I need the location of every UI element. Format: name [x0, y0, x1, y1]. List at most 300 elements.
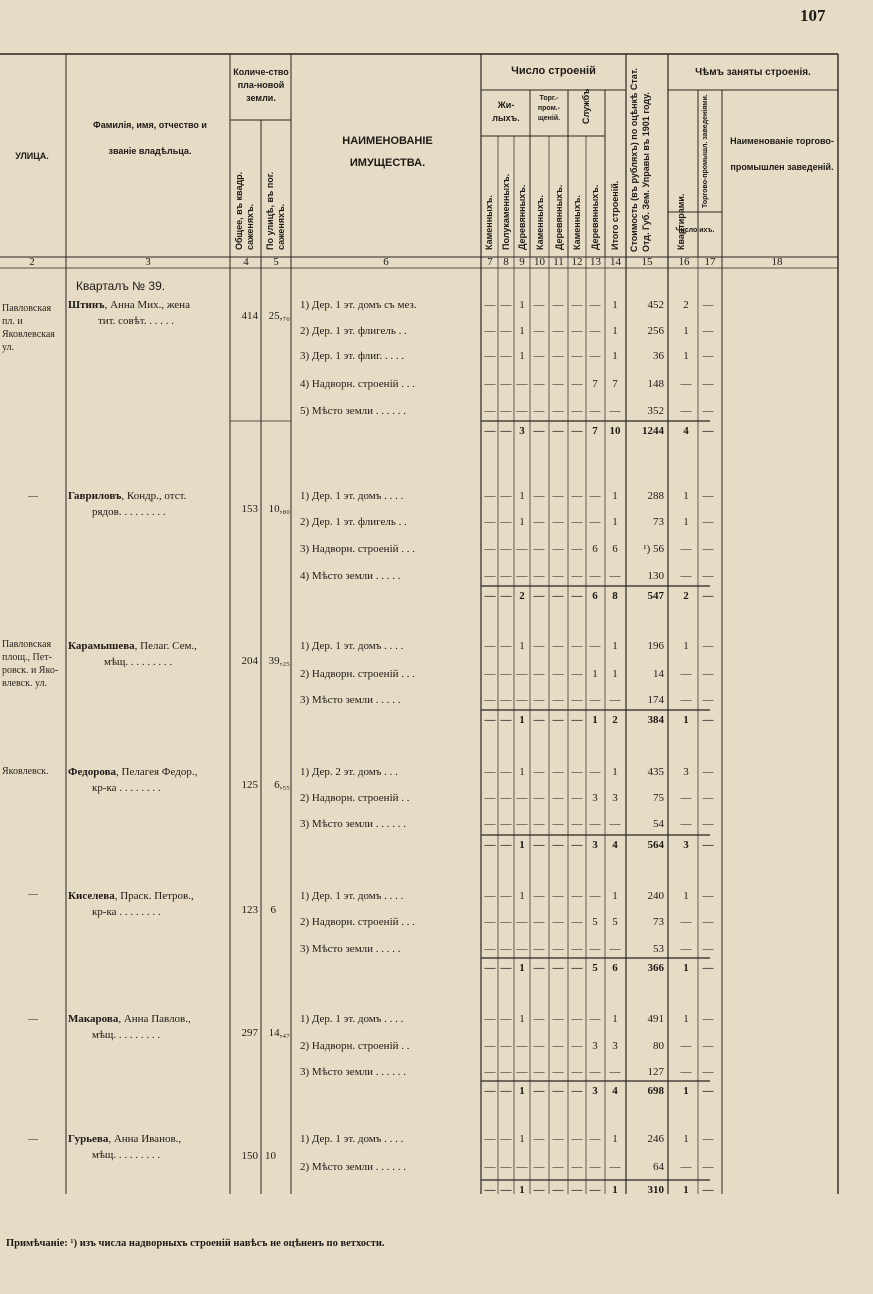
- cell-c9: —: [516, 1066, 528, 1078]
- cell-c12: —: [571, 792, 583, 804]
- total-c10: —: [533, 425, 545, 437]
- total-c15: 698: [647, 1085, 664, 1097]
- cell-c16: —: [680, 792, 692, 804]
- cell-c11: —: [552, 640, 564, 652]
- owner-name: [68, 766, 197, 778]
- cell-c16: 1: [683, 490, 689, 502]
- cell-c13: —: [589, 766, 601, 778]
- colnum-4: 4: [243, 256, 249, 268]
- cell-c12: —: [571, 325, 583, 337]
- property-item-label: 3) Дер. 1 эт. флиг. . . . .: [300, 350, 405, 362]
- owner-title: мѣщ. . . . . . . . .: [92, 1149, 161, 1161]
- total-c12: —: [571, 590, 583, 602]
- cell-c9: —: [516, 378, 528, 390]
- cell-c8: —: [500, 299, 512, 311]
- total-c15: 366: [647, 962, 664, 974]
- cell-c15: 80: [653, 1040, 664, 1052]
- colnum-8: 8: [503, 256, 509, 268]
- cell-c10: —: [533, 516, 545, 528]
- cell-c8: —: [500, 543, 512, 555]
- colnum-9: 9: [519, 256, 525, 268]
- cell-c9: 1: [519, 890, 525, 902]
- owner-surname: Киселева: [68, 890, 115, 902]
- owner-name: [68, 299, 190, 311]
- land-street: 10: [265, 1150, 276, 1162]
- header-occupied: Чѣмъ заняты строенія.: [695, 67, 811, 78]
- cell-c14: 1: [612, 299, 618, 311]
- total-c17: —: [702, 962, 714, 974]
- cell-c9: 1: [519, 325, 525, 337]
- cell-c13: —: [589, 694, 601, 706]
- owner-title: тит. совѣт. . . . . .: [98, 315, 174, 327]
- cell-c17: —: [702, 516, 714, 528]
- cell-c10: —: [533, 350, 545, 362]
- cell-c14: 1: [612, 490, 618, 502]
- header-residential: Жи-лыхъ.: [492, 100, 520, 123]
- cell-c11: —: [552, 818, 564, 830]
- total-c11: —: [552, 1085, 564, 1097]
- cell-c14: 6: [612, 543, 618, 555]
- header-res-stone: Каменныхъ.: [484, 195, 494, 250]
- cell-c16: —: [680, 694, 692, 706]
- total-c9: 1: [519, 714, 525, 726]
- cell-c7: —: [484, 668, 496, 680]
- header-land-street: По улицѣ, въ пог. саженяхъ.: [265, 171, 286, 250]
- cell-c16: 1: [683, 1013, 689, 1025]
- cell-c11: —: [552, 1066, 564, 1078]
- cell-c15: 130: [647, 570, 664, 582]
- total-c16: 1: [683, 962, 689, 974]
- cell-c10: —: [533, 1013, 545, 1025]
- total-c13: 5: [592, 962, 598, 974]
- cell-c7: —: [484, 1040, 496, 1052]
- owner-title: рядов. . . . . . . . .: [92, 506, 166, 518]
- cell-c10: —: [533, 299, 545, 311]
- total-c17: —: [702, 839, 714, 851]
- land-street: 39,₂₅: [268, 655, 290, 667]
- total-c7: —: [484, 839, 496, 851]
- cell-c15: 73: [653, 916, 664, 928]
- total-c17: —: [702, 1184, 714, 1196]
- cell-c16: —: [680, 668, 692, 680]
- land-street: 6: [270, 904, 276, 916]
- cell-c8: —: [500, 916, 512, 928]
- property-item-label: 3) Мѣсто земли . . . . . .: [300, 1066, 407, 1078]
- cell-c15: 53: [653, 943, 664, 955]
- header-apartments: Квартирами.: [676, 193, 686, 250]
- cell-c8: —: [500, 792, 512, 804]
- total-c8: —: [500, 962, 512, 974]
- total-c8: —: [500, 1184, 512, 1196]
- cell-c12: —: [571, 1040, 583, 1052]
- total-c10: —: [533, 714, 545, 726]
- cell-c16: —: [680, 818, 692, 830]
- cell-c12: —: [571, 1013, 583, 1025]
- total-c7: —: [484, 714, 496, 726]
- cell-c8: —: [500, 325, 512, 337]
- property-item-label: 1) Дер. 1 эт. домъ . . . .: [300, 1133, 404, 1145]
- cell-c7: —: [484, 570, 496, 582]
- cell-c14: 1: [612, 640, 618, 652]
- cell-c11: —: [552, 350, 564, 362]
- cell-c12: —: [571, 694, 583, 706]
- property-item-label: 4) Мѣсто земли . . . . .: [300, 570, 401, 582]
- cell-c16: —: [680, 1161, 692, 1173]
- header-value: Стоимость (въ рубляхъ) по оцѣнкѣ Стат. Отд. Губ. Зем. Управы въ 1901 году.: [629, 68, 651, 252]
- colnum-12: 12: [571, 256, 583, 268]
- cell-c13: —: [589, 325, 601, 337]
- total-c17: —: [702, 425, 714, 437]
- total-c14: 6: [612, 962, 618, 974]
- land-street: 14,₄₇: [268, 1027, 290, 1039]
- land-street: 10,₈₀: [268, 503, 290, 515]
- street-cell: Павловская пл. и Яковлевская ул.: [2, 303, 55, 353]
- cell-c17: —: [702, 818, 714, 830]
- total-c10: —: [533, 839, 545, 851]
- owner-surname: Гавриловъ: [68, 490, 122, 502]
- cell-c7: —: [484, 325, 496, 337]
- cell-c13: —: [589, 640, 601, 652]
- cell-c10: —: [533, 943, 545, 955]
- cell-c17: —: [702, 792, 714, 804]
- cell-c13: —: [589, 1133, 601, 1145]
- owner-name: [68, 490, 186, 502]
- land-street: 25,₇₀: [268, 310, 290, 322]
- cell-c10: —: [533, 570, 545, 582]
- owner-title: мѣщ. . . . . . . . .: [92, 1029, 161, 1041]
- total-c9: 3: [519, 425, 525, 437]
- cell-c17: —: [702, 405, 714, 417]
- cell-c14: 5: [612, 916, 618, 928]
- total-c15: 564: [647, 839, 664, 851]
- cell-c10: —: [533, 1133, 545, 1145]
- cell-c11: —: [552, 516, 564, 528]
- owner-given: , Анна Мих., жена: [104, 299, 190, 311]
- total-c16: 4: [683, 425, 689, 437]
- header-trade-stone: Каменныхъ.: [535, 195, 545, 250]
- header-trade-est: Торгово-промышл. заведеніями.: [702, 94, 709, 208]
- cell-c12: —: [571, 890, 583, 902]
- land-total: 125: [241, 779, 258, 791]
- cell-c13: —: [589, 490, 601, 502]
- cell-c17: —: [702, 766, 714, 778]
- cell-c15: 64: [653, 1161, 664, 1173]
- cell-c13: 6: [592, 543, 598, 555]
- block-title: Кварталъ № 39.: [76, 279, 166, 293]
- cell-c8: —: [500, 1013, 512, 1025]
- cell-c13: —: [589, 818, 601, 830]
- cell-c10: —: [533, 490, 545, 502]
- cell-c7: —: [484, 299, 496, 311]
- cell-c16: 1: [683, 325, 689, 337]
- cell-c9: 1: [519, 766, 525, 778]
- cell-c9: —: [516, 818, 528, 830]
- cell-c15: 491: [647, 1013, 664, 1025]
- cell-c12: —: [571, 640, 583, 652]
- header-land-total: Общее, въ квадр. саженяхъ.: [234, 171, 255, 250]
- total-c14: 1: [612, 1184, 618, 1196]
- header-res-wood: Деревянныхъ.: [517, 184, 527, 250]
- total-c16: 1: [683, 714, 689, 726]
- cell-c12: —: [571, 299, 583, 311]
- header-street: УЛИЦА.: [15, 151, 49, 161]
- property-item-label: 4) Надворн. строеній . . .: [300, 378, 416, 390]
- cell-c8: —: [500, 1133, 512, 1145]
- header-service: Службъ: [581, 88, 591, 124]
- total-c10: —: [533, 1184, 545, 1196]
- cell-c17: —: [702, 490, 714, 502]
- cell-c15: 36: [653, 350, 664, 362]
- cell-c9: 1: [519, 1013, 525, 1025]
- cell-c12: —: [571, 543, 583, 555]
- cell-c16: 1: [683, 640, 689, 652]
- total-c13: 3: [592, 839, 598, 851]
- total-c8: —: [500, 590, 512, 602]
- owner-given: , Анна Иванов.,: [108, 1133, 182, 1145]
- header-buildings: Число строеній: [511, 65, 596, 77]
- total-c9: 1: [519, 1085, 525, 1097]
- cell-c14: 3: [612, 1040, 618, 1052]
- cell-c12: —: [571, 668, 583, 680]
- total-c17: —: [702, 714, 714, 726]
- cell-c13: 3: [592, 792, 598, 804]
- cell-c15: 352: [647, 405, 664, 417]
- cell-c11: —: [552, 943, 564, 955]
- cell-c7: —: [484, 516, 496, 528]
- total-c10: —: [533, 590, 545, 602]
- cell-c15: 148: [647, 378, 664, 390]
- total-c14: 2: [612, 714, 618, 726]
- owner-given: , Анна Павлов.,: [118, 1013, 191, 1025]
- owner-surname: Федорова: [68, 766, 117, 778]
- colnum-7: 7: [487, 256, 493, 268]
- cell-c9: 1: [519, 350, 525, 362]
- cell-c15: 240: [647, 890, 664, 902]
- total-c14: 10: [609, 425, 621, 437]
- cell-c13: 5: [592, 916, 598, 928]
- cell-c15: ¹) 56: [643, 543, 664, 555]
- cell-c10: —: [533, 1066, 545, 1078]
- cell-c14: —: [609, 570, 621, 582]
- total-c8: —: [500, 714, 512, 726]
- total-c7: —: [484, 590, 496, 602]
- total-c7: —: [484, 425, 496, 437]
- property-item-label: 1) Дер. 1 эт. домъ . . . .: [300, 890, 404, 902]
- cell-c12: —: [571, 405, 583, 417]
- cell-c9: —: [516, 916, 528, 928]
- cell-c13: —: [589, 1066, 601, 1078]
- colnum-14: 14: [610, 256, 621, 268]
- cell-c14: 7: [612, 378, 618, 390]
- header-trade-wood: Деревянныхъ.: [554, 184, 564, 250]
- cell-c11: —: [552, 405, 564, 417]
- cell-c7: —: [484, 350, 496, 362]
- cell-c8: —: [500, 1040, 512, 1052]
- cell-c11: —: [552, 792, 564, 804]
- cell-c10: —: [533, 890, 545, 902]
- cell-c12: —: [571, 350, 583, 362]
- total-c8: —: [500, 1085, 512, 1097]
- cell-c7: —: [484, 890, 496, 902]
- cell-c16: 3: [683, 766, 689, 778]
- owner-given: , Пелаг. Сем.,: [134, 640, 197, 652]
- cell-c13: 1: [592, 668, 598, 680]
- header-land: Количе-ство пла-новой земли.: [233, 67, 289, 103]
- cell-c12: —: [571, 516, 583, 528]
- land-total: 297: [241, 1027, 258, 1039]
- total-c13: 7: [592, 425, 598, 437]
- cell-c8: —: [500, 766, 512, 778]
- cell-c14: 1: [612, 325, 618, 337]
- header-serv-stone: Каменныхъ.: [572, 195, 582, 250]
- cell-c8: —: [500, 350, 512, 362]
- cell-c9: 1: [519, 299, 525, 311]
- cell-c15: 75: [653, 792, 664, 804]
- total-c8: —: [500, 425, 512, 437]
- colnum-10: 10: [534, 256, 545, 268]
- owner-surname: Штинъ: [68, 299, 105, 311]
- total-c13: —: [589, 1184, 601, 1196]
- cell-c9: —: [516, 668, 528, 680]
- total-c14: 4: [612, 839, 618, 851]
- cell-c13: —: [589, 516, 601, 528]
- cell-c7: —: [484, 1161, 496, 1173]
- total-c15: 310: [647, 1184, 664, 1196]
- street-cell: —: [28, 1014, 38, 1025]
- total-c14: 8: [612, 590, 618, 602]
- cell-c10: —: [533, 916, 545, 928]
- cell-c11: —: [552, 378, 564, 390]
- cell-c10: —: [533, 640, 545, 652]
- cell-c9: —: [516, 570, 528, 582]
- total-c12: —: [571, 714, 583, 726]
- cell-c12: —: [571, 1066, 583, 1078]
- cell-c11: —: [552, 1040, 564, 1052]
- cell-c7: —: [484, 792, 496, 804]
- total-c12: —: [571, 425, 583, 437]
- cell-c17: —: [702, 1066, 714, 1078]
- cell-c16: —: [680, 1066, 692, 1078]
- cell-c8: —: [500, 1161, 512, 1173]
- cell-c14: 1: [612, 1013, 618, 1025]
- cell-c17: —: [702, 1040, 714, 1052]
- cell-c14: 1: [612, 350, 618, 362]
- cell-c13: —: [589, 570, 601, 582]
- cell-c17: —: [702, 640, 714, 652]
- total-c8: —: [500, 839, 512, 851]
- land-total: 414: [241, 310, 258, 322]
- cell-c14: 3: [612, 792, 618, 804]
- cell-c7: —: [484, 916, 496, 928]
- cell-c8: —: [500, 818, 512, 830]
- header-total: Итого строеній.: [610, 180, 620, 250]
- total-c13: 1: [592, 714, 598, 726]
- cell-c7: —: [484, 818, 496, 830]
- cell-c13: —: [589, 405, 601, 417]
- cell-c9: —: [516, 405, 528, 417]
- cell-c16: 1: [683, 350, 689, 362]
- colnum-11: 11: [553, 256, 564, 268]
- cell-c13: —: [589, 1013, 601, 1025]
- colnum-5: 5: [273, 256, 279, 268]
- cell-c14: 1: [612, 516, 618, 528]
- cell-c16: —: [680, 1040, 692, 1052]
- colnum-17: 17: [704, 256, 716, 268]
- cell-c16: —: [680, 916, 692, 928]
- colnum-6: 6: [383, 256, 389, 268]
- owner-title: кр-ка . . . . . . . .: [92, 906, 161, 918]
- cell-c8: —: [500, 570, 512, 582]
- cell-c10: —: [533, 543, 545, 555]
- page-number: 107: [800, 6, 826, 25]
- cell-c14: 1: [612, 766, 618, 778]
- owner-surname: Карамышева: [68, 640, 135, 652]
- header-res-halfstone: Полукаменныхъ.: [501, 173, 511, 250]
- total-c17: —: [702, 1085, 714, 1097]
- property-item-label: 1) Дер. 2 эт. домъ . . .: [300, 766, 398, 778]
- cell-c12: —: [571, 1133, 583, 1145]
- cell-c16: —: [680, 543, 692, 555]
- cell-c11: —: [552, 299, 564, 311]
- total-c16: 2: [683, 590, 689, 602]
- street-cell: Павловская площ., Пет-ровск. и Яко-влевск. ул.: [2, 639, 59, 689]
- cell-c14: —: [609, 943, 621, 955]
- cell-c8: —: [500, 1066, 512, 1078]
- cell-c17: —: [702, 943, 714, 955]
- cell-c7: —: [484, 1066, 496, 1078]
- cell-c11: —: [552, 1133, 564, 1145]
- property-item-label: 2) Мѣсто земли . . . . . .: [300, 1161, 407, 1173]
- cell-c16: 1: [683, 516, 689, 528]
- total-c7: —: [484, 1085, 496, 1097]
- total-c16: 1: [683, 1184, 689, 1196]
- cell-c15: 54: [653, 818, 664, 830]
- cell-c10: —: [533, 405, 545, 417]
- owner-given: , Праск. Петров.,: [114, 890, 194, 902]
- property-item-label: 2) Дер. 1 эт. флигель . .: [300, 516, 407, 528]
- cell-c16: 1: [683, 890, 689, 902]
- header-property: НАИМЕНОВАНІЕ ИМУЩЕСТВА.: [342, 135, 433, 169]
- total-c9: 1: [519, 839, 525, 851]
- cell-c8: —: [500, 640, 512, 652]
- property-item-label: 1) Дер. 1 эт. домъ . . . .: [300, 640, 404, 652]
- cell-c8: —: [500, 943, 512, 955]
- cell-c11: —: [552, 325, 564, 337]
- cell-c16: —: [680, 943, 692, 955]
- total-c15: 384: [647, 714, 664, 726]
- property-item-label: 2) Дер. 1 эт. флигель . .: [300, 325, 407, 337]
- cell-c8: —: [500, 516, 512, 528]
- cell-c15: 452: [647, 299, 664, 311]
- total-c11: —: [552, 1184, 564, 1196]
- cell-c14: 1: [612, 1133, 618, 1145]
- cell-c8: —: [500, 890, 512, 902]
- cell-c7: —: [484, 694, 496, 706]
- owner-name: [68, 1133, 181, 1145]
- property-item-label: 2) Надворн. строеній . . .: [300, 668, 416, 680]
- cell-c14: —: [609, 1161, 621, 1173]
- cell-c9: —: [516, 792, 528, 804]
- cell-c15: 435: [647, 766, 664, 778]
- cell-c8: —: [500, 490, 512, 502]
- property-item-label: 3) Надворн. строеній . . .: [300, 543, 416, 555]
- cell-c16: —: [680, 378, 692, 390]
- cell-c17: —: [702, 916, 714, 928]
- cell-c15: 246: [647, 1133, 664, 1145]
- cell-c12: —: [571, 818, 583, 830]
- colnum-13: 13: [590, 256, 601, 268]
- total-c11: —: [552, 962, 564, 974]
